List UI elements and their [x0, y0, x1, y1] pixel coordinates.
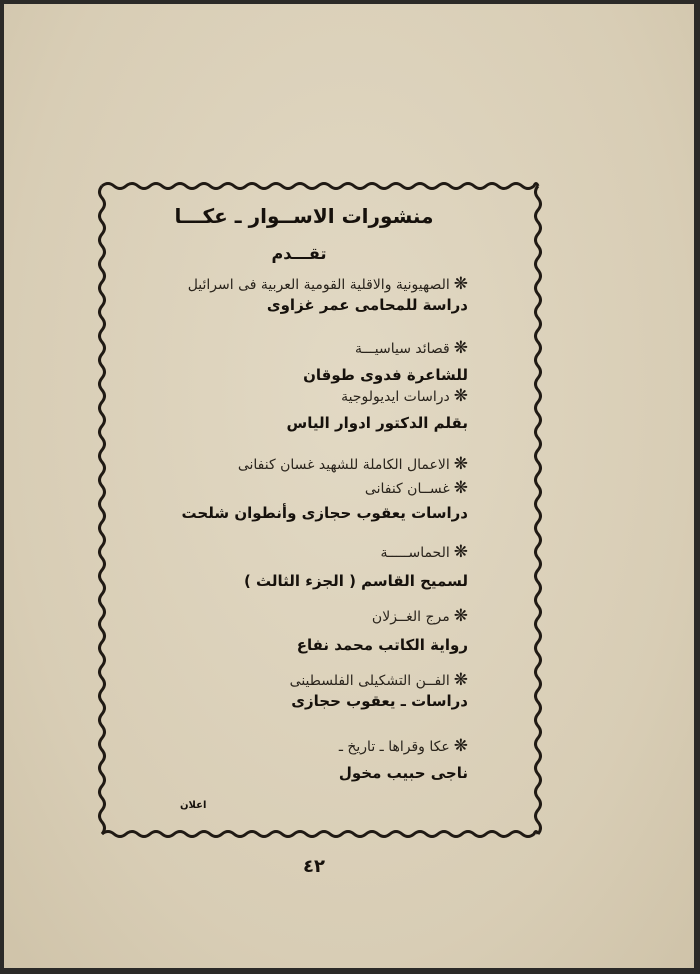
- item-author: بقلم الدكتور ادوار الياس: [286, 414, 468, 432]
- ad-label: اعلان: [180, 800, 207, 811]
- page-number: ٤٢: [303, 856, 325, 877]
- list-item: [290, 670, 468, 710]
- bullet-icon: ❋: [453, 542, 468, 562]
- item-title: دراسات ايديولوجية: [341, 389, 450, 405]
- bullet-icon: ❋: [453, 606, 468, 626]
- document-page: [4, 4, 694, 968]
- page-subtitle: تقـــدم: [271, 244, 327, 263]
- list-item: [297, 606, 468, 654]
- list-item: [287, 386, 468, 432]
- bullet-icon: ❋: [453, 736, 468, 756]
- item-author: دراسات ـ يعقوب حجازى: [291, 692, 468, 710]
- item-author: رواية الكاتب محمد نفاع: [296, 636, 468, 654]
- item-title: الاعمال الكاملة للشهيد غسان كنفانى: [237, 457, 450, 473]
- item-title: الحماســـــة: [380, 545, 450, 561]
- list-item: [303, 338, 468, 384]
- item-author: دراسات يعقوب حجازى وأنطوان شلحت: [181, 504, 468, 522]
- item-author: ناجى حبيب مخول: [338, 764, 468, 782]
- bullet-icon: ❋: [453, 670, 468, 690]
- bullet-icon: ❋: [453, 274, 468, 294]
- bullet-icon: ❋: [453, 338, 468, 358]
- item-title: الصهيونية والاقلية القومية العربية فى اسرائيل: [187, 277, 450, 293]
- item-title: الفــن التشكيلى الفلسطينى: [289, 673, 450, 689]
- item-title: مرج الغــزلان: [371, 609, 450, 625]
- item-author: دراسة للمحامى عمر غزاوى: [266, 296, 468, 314]
- bullet-icon: ❋: [453, 386, 468, 406]
- list-item: [238, 454, 468, 474]
- item-author: لسميح القاسم ( الجزء الثالث ): [243, 572, 468, 590]
- bullet-icon: ❋: [453, 454, 468, 474]
- item-author: للشاعرة فدوى طوقان: [303, 366, 468, 384]
- item-title: غســان كنفانى: [364, 481, 450, 497]
- bullet-icon: ❋: [453, 478, 468, 498]
- list-item: [188, 274, 468, 314]
- list-item: [182, 478, 468, 522]
- item-title: عكا وقراها ـ تاريخ ـ: [338, 739, 450, 755]
- list-item: [339, 736, 468, 782]
- list-item: [244, 542, 468, 590]
- page-title: منشورات الاســوار ـ عكـــا: [174, 204, 434, 228]
- item-title: قصائد سياسيـــة: [354, 341, 450, 357]
